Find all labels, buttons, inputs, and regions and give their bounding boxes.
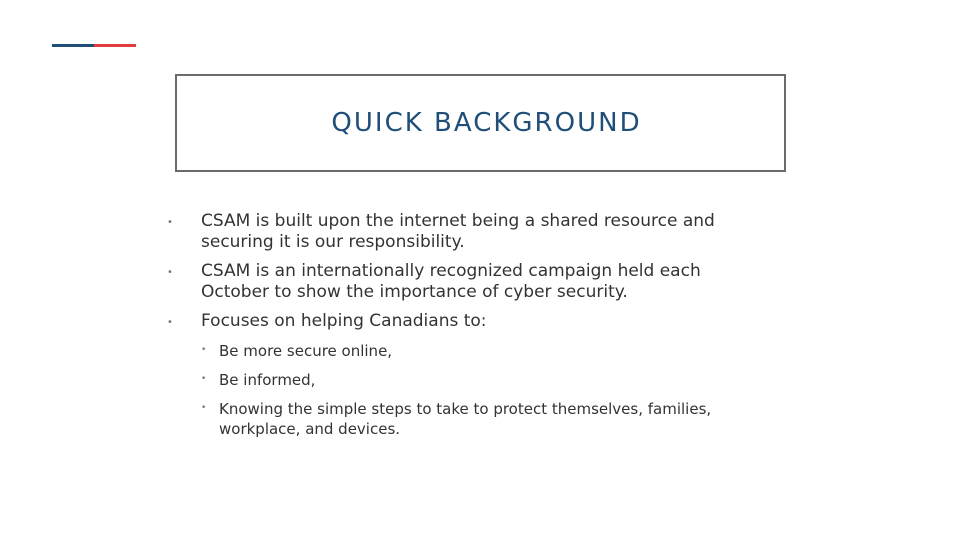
bullet-list [165,211,765,448]
sub-bullet-icon: • [201,403,207,413]
sub-bullet-text: Be more secure online, [219,342,393,360]
sub-bullet-icon: • [201,374,207,384]
bullet-item [165,211,765,253]
sub-bullet-icon: • [201,345,207,355]
sub-bullet-text: Be informed, [219,371,316,389]
sub-bullet-list [201,341,765,439]
bullet-icon: • [167,217,173,228]
accent-bar-blue [52,44,94,47]
slide-title: QUICK BACKGROUND [331,108,642,138]
bullet-text: Focuses on helping Canadians to: [201,311,487,331]
sub-bullet-text: Knowing the simple steps to take to protect themselves, families, workplace, and devices. [219,400,712,438]
sub-bullet-item [201,370,765,390]
bullet-text: CSAM is built upon the internet being a shared resource and securing it is our responsibility. [201,211,715,252]
bullet-item [165,261,765,303]
bullet-icon: • [167,267,173,278]
sub-bullet-item [201,341,765,361]
bullet-icon: • [167,317,173,328]
accent-bar-red [94,44,136,47]
bullet-item [165,311,765,439]
title-box [175,74,786,172]
sub-bullet-item [201,399,765,439]
bullet-text: CSAM is an internationally recognized campaign held each October to show the importance of cyber security. [201,261,701,302]
